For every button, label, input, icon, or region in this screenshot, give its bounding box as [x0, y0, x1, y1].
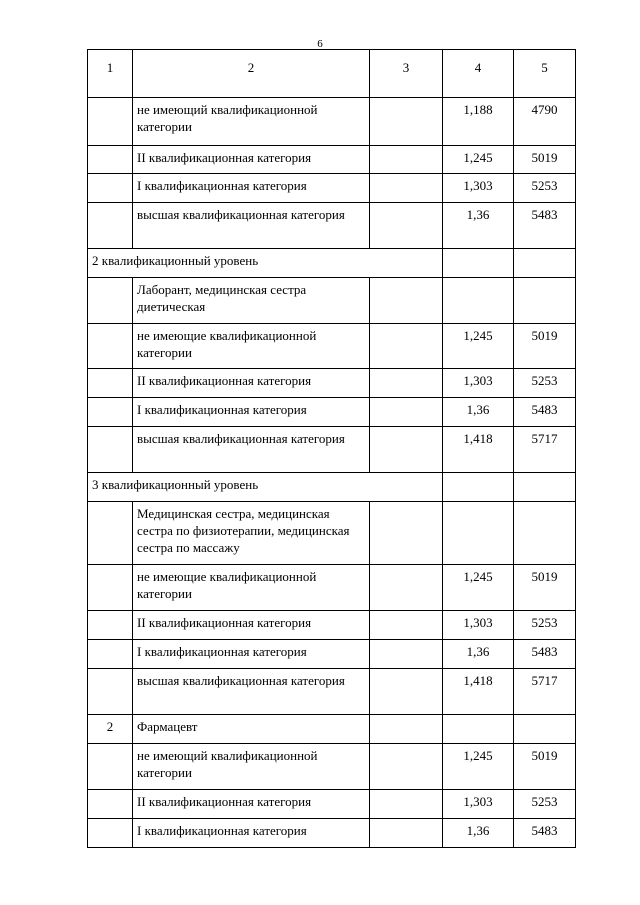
coefficient-cell: 1,245: [443, 744, 514, 790]
salary-cell: 5019: [514, 324, 576, 369]
coefficient-cell: [443, 502, 514, 565]
empty-cell: [443, 473, 514, 502]
salary-cell: 5483: [514, 398, 576, 427]
row-number-cell: [88, 146, 133, 174]
coefficient-cell: [443, 278, 514, 324]
table-row: [88, 203, 576, 249]
position-cell: II квалификационная категория: [133, 369, 370, 398]
table-row: [88, 174, 576, 203]
empty-cell: [370, 819, 443, 848]
empty-cell: [370, 174, 443, 203]
position-cell: I квалификационная категория: [133, 398, 370, 427]
empty-cell: [370, 98, 443, 146]
row-number-cell: [88, 369, 133, 398]
header-col-2: 2: [133, 50, 370, 98]
table-row: [88, 369, 576, 398]
coefficient-cell: 1,303: [443, 369, 514, 398]
level-title: 2 квалификационный уровень: [88, 249, 443, 278]
salary-cell: 5253: [514, 611, 576, 640]
position-cell: II квалификационная категория: [133, 146, 370, 174]
position-cell: Лаборант, медицинская сестра диетическая: [133, 278, 370, 324]
empty-cell: [370, 565, 443, 611]
table-row: [88, 427, 576, 473]
row-number-cell: [88, 502, 133, 565]
coefficient-cell: 1,245: [443, 565, 514, 611]
salary-cell: 5717: [514, 669, 576, 715]
row-number-cell: [88, 398, 133, 427]
empty-cell: [370, 790, 443, 819]
empty-cell: [370, 611, 443, 640]
empty-cell: [370, 715, 443, 744]
row-number-cell: [88, 640, 133, 669]
coefficient-cell: 1,245: [443, 146, 514, 174]
empty-cell: [370, 398, 443, 427]
row-number-cell: [88, 669, 133, 715]
table-row: [88, 790, 576, 819]
salary-cell: 4790: [514, 98, 576, 146]
table-row: [88, 278, 576, 324]
position-cell: не имеющий квалификационной категории: [133, 98, 370, 146]
row-number-cell: [88, 744, 133, 790]
empty-cell: [370, 744, 443, 790]
coefficient-cell: 1,188: [443, 98, 514, 146]
empty-cell: [370, 278, 443, 324]
position-cell: I квалификационная категория: [133, 640, 370, 669]
salary-cell: 5019: [514, 146, 576, 174]
table-row: [88, 502, 576, 565]
coefficient-cell: 1,303: [443, 174, 514, 203]
position-cell: не имеющие квалификационной категории: [133, 565, 370, 611]
header-col-1: 1: [88, 50, 133, 98]
row-number-cell: [88, 98, 133, 146]
row-number-cell: [88, 203, 133, 249]
salary-cell: 5019: [514, 565, 576, 611]
level-title: 3 квалификационный уровень: [88, 473, 443, 502]
page-number: 6: [317, 38, 323, 50]
empty-cell: [514, 249, 576, 278]
salary-table: [87, 49, 576, 848]
level-row: [88, 473, 576, 502]
table-row: [88, 640, 576, 669]
salary-cell: 5483: [514, 819, 576, 848]
salary-cell: 5019: [514, 744, 576, 790]
table-row: [88, 98, 576, 146]
coefficient-cell: 1,418: [443, 427, 514, 473]
salary-cell: 5253: [514, 369, 576, 398]
level-row: [88, 249, 576, 278]
empty-cell: [370, 427, 443, 473]
coefficient-cell: 1,36: [443, 640, 514, 669]
table-header-row: [88, 50, 576, 98]
empty-cell: [443, 249, 514, 278]
position-cell: не имеющий квалификационной категории: [133, 744, 370, 790]
coefficient-cell: 1,36: [443, 398, 514, 427]
position-cell: Медицинская сестра, медицинская сестра по физиотерапии, медицинская сестра по массажу: [133, 502, 370, 565]
table-row: [88, 398, 576, 427]
position-cell: высшая квалификационная категория: [133, 203, 370, 249]
table-row: [88, 744, 576, 790]
salary-cell: 5253: [514, 174, 576, 203]
empty-cell: [370, 640, 443, 669]
empty-cell: [514, 473, 576, 502]
salary-cell: 5717: [514, 427, 576, 473]
row-number-cell: [88, 611, 133, 640]
empty-cell: [370, 502, 443, 565]
position-cell: высшая квалификационная категория: [133, 669, 370, 715]
row-number-cell: [88, 427, 133, 473]
salary-cell: [514, 715, 576, 744]
position-cell: II квалификационная категория: [133, 611, 370, 640]
coefficient-cell: [443, 715, 514, 744]
salary-cell: 5483: [514, 640, 576, 669]
row-number-cell: [88, 174, 133, 203]
row-number-cell: [88, 278, 133, 324]
table-row: [88, 669, 576, 715]
empty-cell: [370, 369, 443, 398]
row-number-cell: [88, 565, 133, 611]
table-row: [88, 611, 576, 640]
table-row: [88, 324, 576, 369]
row-number-cell: [88, 819, 133, 848]
empty-cell: [370, 324, 443, 369]
salary-cell: [514, 278, 576, 324]
position-cell: II квалификационная категория: [133, 790, 370, 819]
salary-cell: 5253: [514, 790, 576, 819]
salary-cell: [514, 502, 576, 565]
coefficient-cell: 1,418: [443, 669, 514, 715]
position-cell: I квалификационная категория: [133, 819, 370, 848]
coefficient-cell: 1,36: [443, 203, 514, 249]
table-row: [88, 819, 576, 848]
table-row: [88, 565, 576, 611]
empty-cell: [370, 669, 443, 715]
position-cell: не имеющие квалификационной категории: [133, 324, 370, 369]
header-col-5: 5: [514, 50, 576, 98]
empty-cell: [370, 203, 443, 249]
row-number-cell: [88, 790, 133, 819]
row-number-cell: [88, 324, 133, 369]
table-row: [88, 715, 576, 744]
position-cell: Фармацевт: [133, 715, 370, 744]
header-col-3: 3: [370, 50, 443, 98]
position-cell: высшая квалификационная категория: [133, 427, 370, 473]
coefficient-cell: 1,36: [443, 819, 514, 848]
coefficient-cell: 1,303: [443, 611, 514, 640]
empty-cell: [370, 146, 443, 174]
table-row: [88, 146, 576, 174]
position-cell: I квалификационная категория: [133, 174, 370, 203]
salary-cell: 5483: [514, 203, 576, 249]
header-col-4: 4: [443, 50, 514, 98]
coefficient-cell: 1,245: [443, 324, 514, 369]
row-number-cell: 2: [88, 715, 133, 744]
coefficient-cell: 1,303: [443, 790, 514, 819]
